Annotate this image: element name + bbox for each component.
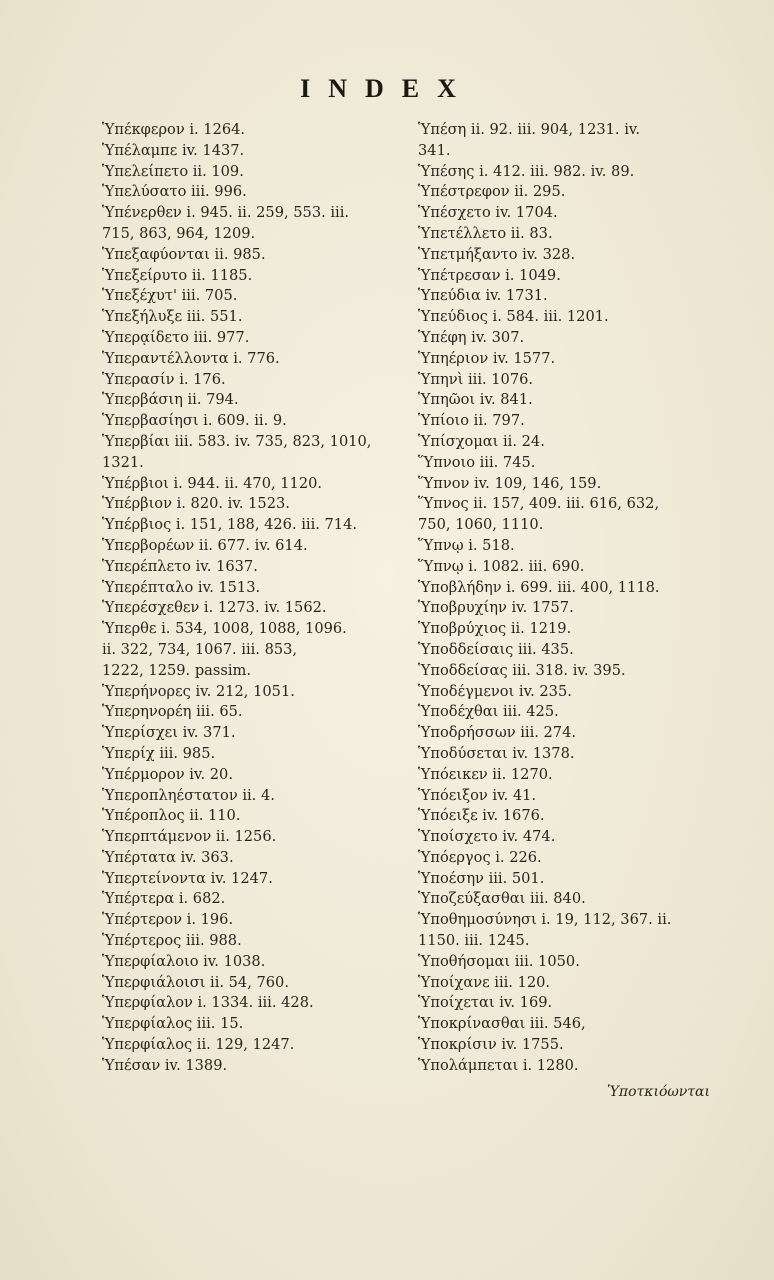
index-entry: Ὑπερέσχεθεν i. 1273. iv. 1562. [102,599,327,617]
index-entry: Ὑπέρβιοι i. 944. ii. 470, 1120. [102,474,323,492]
index-entry: Ὑπερᾳίδετο iii. 977. [102,328,250,346]
index-entry: Ὑποδέχθαι iii. 425. [418,703,559,721]
index-entry: Ὑπερίσχει iv. 371. [102,724,236,742]
index-entry: Ὑπέρτερα i. 682. [102,890,226,908]
index-entry: Ὑπέφη iv. 307. [418,328,525,346]
index-entry: Ὑπεξήλυξε iii. 551. [102,308,243,326]
index-entry: Ὑπερφιάλοισι ii. 54, 760. [102,973,289,991]
index-entry: Ὕπνοιο iii. 745. [418,453,536,471]
index-entry: Ὑπερέπλετο iv. 1637. [102,557,258,575]
index-entry: Ὑπόεικεν ii. 1270. [418,765,553,783]
index-entry: Ὑπερφίαλος iii. 15. [102,1015,244,1033]
index-entry: 1150. iii. 1245. [418,932,530,950]
index-entry: Ὑπηέριον iv. 1577. [418,349,556,367]
index-entry: Ὑπερθε i. 534, 1008, 1088, 1096. [102,620,347,638]
catchword: Ὑποτκιόωνται [607,1084,710,1100]
index-entry: Ὑπέσης i. 412. iii. 982. iv. 89. [418,162,635,180]
index-entry: Ὑπέροπλος ii. 110. [102,807,241,825]
index-entry: Ὑποβρύχιος ii. 1219. [418,620,572,638]
index-entry: Ὑποδέγμενοι iv. 235. [418,682,572,700]
index-entry: Ὑπεύδιος i. 584. iii. 1201. [418,308,609,326]
index-entry: Ὑποθημοσύνησι i. 19, 112, 367. ii. [418,911,672,929]
index-entry: Ὑποδρήσσων iii. 274. [418,724,577,742]
index-entry: Ὑπεξαφύονται ii. 985. [102,245,266,263]
index-entry: Ὑπέστρεφον ii. 295. [418,183,566,201]
index-entry: Ὑπόεργος i. 226. [418,848,542,866]
index-entry: Ὑπολάμπεται i. 1280. [418,1056,579,1074]
index-entry: Ὑπίοιο ii. 797. [418,412,525,430]
page-title: INDEX [300,74,474,103]
index-entry: Ὑπέση ii. 92. iii. 904, 1231. iv. [418,121,641,138]
index-entry: 1222, 1259. passim. [102,661,252,679]
index-entry: ii. 322, 734, 1067. iii. 853, [102,640,298,658]
index-entry: 715, 863, 964, 1209. [102,224,256,242]
index-entry: Ὑπερβασίησι i. 609. ii. 9. [102,412,287,430]
index-entry: Ὑπέσαν iv. 1389. [102,1056,228,1074]
index-entry: Ὑπέσχετο iv. 1704. [418,204,558,222]
index-entry: Ὑπελύσατο iii. 996. [102,183,247,201]
index-entry: Ὑπέρβιον i. 820. iv. 1523. [102,495,290,513]
right-column [418,120,728,1077]
index-entry: Ὑποκρίνασθαι iii. 546, [418,1015,586,1033]
index-entry: Ὑποβρυχίην iv. 1757. [418,599,574,617]
index-entry: Ὑποκρίσιν iv. 1755. [418,1036,564,1054]
index-entry: Ὑπερτείνοντα iv. 1247. [102,869,273,887]
index-entry: Ὑπερέπταλο iv. 1513. [102,578,261,596]
index-entry: Ὑπέλαμπε iv. 1437. [102,141,245,159]
index-entry: Ὑπεραντέλλοντα i. 776. [102,349,280,367]
index-entry: Ὑπέρτερος iii. 988. [102,932,242,950]
index-entry: Ὑποδδείσαις iii. 435. [418,640,574,658]
index-entry: Ὑπερβορέων ii. 677. iv. 614. [102,536,308,554]
index-entry: Ὑπερπτάμενον ii. 1256. [102,828,277,846]
index-entry: Ὑποδδείσας iii. 318. iv. 395. [418,661,626,679]
index-entry: Ὑπέρβιος i. 151, 188, 426. iii. 714. [102,516,358,534]
index-entry: Ὑπερφίαλον i. 1334. iii. 428. [102,994,314,1012]
index-entry: Ὑπεροπληέστατον ii. 4. [102,786,275,804]
index-entry: Ὑπίσχομαι ii. 24. [418,432,545,450]
index-entry: Ὕπνος ii. 157, 409. iii. 616, 632, [418,495,660,513]
index-entry: Ὑποδύσεται iv. 1378. [418,744,575,762]
index-entry: Ὑπέκφερον i. 1264. [102,121,246,138]
index-entry: Ὑπένερθεν i. 945. ii. 259, 553. iii. [102,204,350,222]
index-entry: Ὑποέσην iii. 501. [418,869,545,887]
index-entry: Ὑποίχεται iv. 169. [418,994,553,1012]
index-entry: 341. [418,141,451,159]
index-entry: Ὑπόειξον iv. 41. [418,786,537,804]
index-entry: 1321. [102,453,144,471]
index-entry: Ὑποίχανε iii. 120. [418,973,551,991]
index-entry: Ὑπερβάσιη ii. 794. [102,391,239,409]
index-entry: Ὑπέρτατα iv. 363. [102,848,234,866]
index-entry: Ὑπηνὶ iii. 1076. [418,370,534,388]
index-entry: Ὑπετέλλετο ii. 83. [418,224,553,242]
index-entry: Ὑπηῶοι iv. 841. [418,391,533,409]
index-entry: Ὕπνῳ i. 1082. iii. 690. [418,557,585,575]
index-entry: Ὑπερήνορες iv. 212, 1051. [102,682,295,700]
left-column [102,120,408,1077]
index-entry: Ὑπέρτερον i. 196. [102,911,234,929]
index-entry: Ὑπερασίν i. 176. [102,370,226,388]
index-entry: 750, 1060, 1110. [418,516,544,534]
index-entry: Ὑπερηνορέη iii. 65. [102,703,243,721]
index-entry: Ὑπέρμορον iv. 20. [102,765,233,783]
index-entry: Ὑποζεύξασθαι iii. 840. [418,890,586,908]
index-entry: Ὑποίσχετο iv. 474. [418,828,556,846]
index-entry: Ὑπεύδια iv. 1731. [418,287,548,305]
index-entry: Ὑπόειξε iv. 1676. [418,807,545,825]
index-entry: Ὑπερφίαλος ii. 129, 1247. [102,1036,295,1054]
index-entry: Ὕπνον iv. 109, 146, 159. [418,474,602,492]
index-entry: Ὑπερίχ iii. 985. [102,744,216,762]
index-entry: Ὑποβλήδην i. 699. iii. 400, 1118. [418,578,660,596]
index-entry: Ὑπεξείρυτο ii. 1185. [102,266,253,284]
index-entry: Ὑποθήσομαι iii. 1050. [418,952,580,970]
index-entry: Ὑπέτρεσαν i. 1049. [418,266,561,284]
index-entry: Ὑπερφίαλοιο iv. 1038. [102,952,266,970]
index-entry: Ὑπελείπετο ii. 109. [102,162,244,180]
index-entry: Ὑπετμήξαντο iv. 328. [418,245,576,263]
index-entry: Ὑπερβίαι iii. 583. iv. 735, 823, 1010, [102,432,372,450]
index-entry: Ὑπεξέχυτ' iii. 705. [102,287,238,305]
index-entry: Ὕπνῳ i. 518. [418,536,515,554]
